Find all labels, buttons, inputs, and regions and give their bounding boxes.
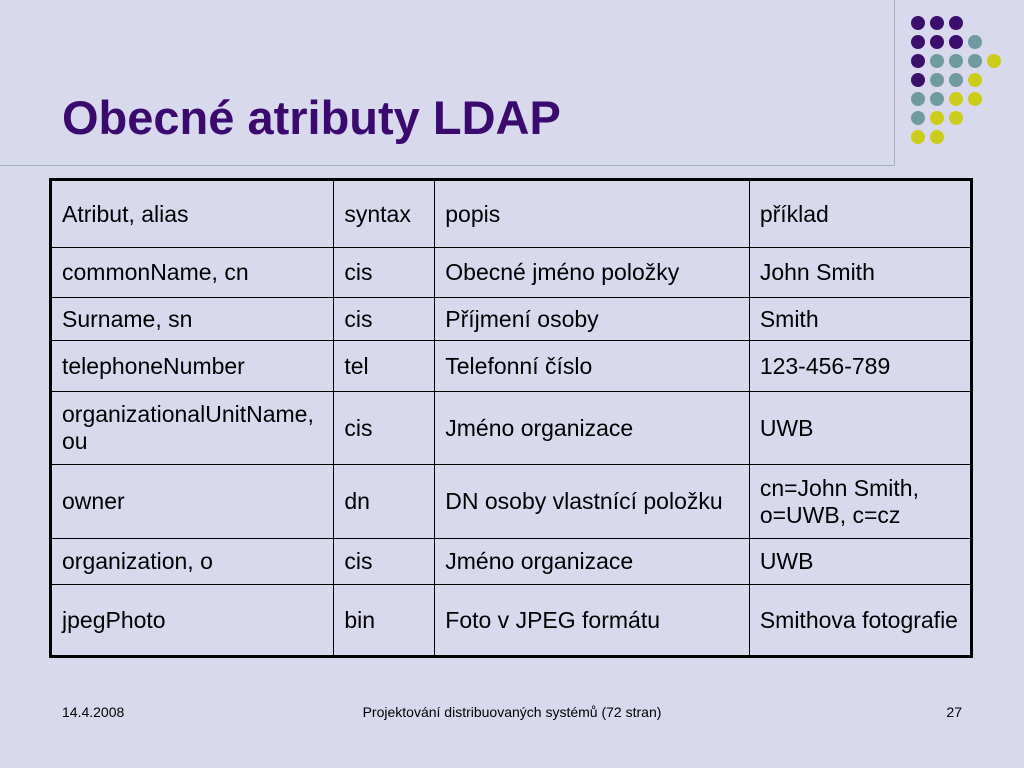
dot-icon <box>911 35 925 49</box>
header-example: příklad <box>749 180 971 248</box>
dot-icon <box>911 111 925 125</box>
table-header-row <box>51 180 972 248</box>
cell-attribute: jpegPhoto <box>51 585 334 657</box>
footer-title: Projektování distribuovaných systémů (72 stran) <box>362 704 662 720</box>
dot-icon <box>930 111 944 125</box>
ldap-attributes-table <box>49 178 973 658</box>
cell-example: John Smith <box>749 248 971 298</box>
cell-description: Obecné jméno položky <box>435 248 750 298</box>
cell-syntax: cis <box>334 392 435 465</box>
cell-attribute: telephoneNumber <box>51 341 334 392</box>
dot-icon <box>911 92 925 106</box>
dot-icon <box>911 54 925 68</box>
dot-icon <box>949 35 963 49</box>
cell-description: Jméno organizace <box>435 392 750 465</box>
dot-icon <box>930 92 944 106</box>
dot-icon <box>968 54 982 68</box>
dot-icon <box>949 92 963 106</box>
cell-syntax: dn <box>334 465 435 539</box>
dot-icon <box>911 16 925 30</box>
cell-attribute: Surname, sn <box>51 298 334 341</box>
cell-syntax: tel <box>334 341 435 392</box>
cell-description: Foto v JPEG formátu <box>435 585 750 657</box>
table-row <box>51 585 972 657</box>
dot-icon <box>968 92 982 106</box>
decorative-dot-pattern <box>0 0 1024 170</box>
cell-description: Telefonní číslo <box>435 341 750 392</box>
dot-icon <box>930 16 944 30</box>
header-syntax: syntax <box>334 180 435 248</box>
cell-description: DN osoby vlastnící položku <box>435 465 750 539</box>
header-attribute: Atribut, alias <box>51 180 334 248</box>
dot-icon <box>930 130 944 144</box>
dot-icon <box>968 35 982 49</box>
cell-description: Jméno organizace <box>435 539 750 585</box>
dot-icon <box>949 16 963 30</box>
dot-icon <box>949 54 963 68</box>
table-row <box>51 465 972 539</box>
table-row <box>51 298 972 341</box>
slide-title: Obecné atributy LDAP <box>62 91 561 144</box>
dot-icon <box>911 130 925 144</box>
cell-example: cn=John Smith, o=UWB, c=cz <box>749 465 971 539</box>
cell-syntax: cis <box>334 298 435 341</box>
cell-example: UWB <box>749 539 971 585</box>
cell-syntax: cis <box>334 539 435 585</box>
dot-icon <box>949 73 963 87</box>
dot-icon <box>911 73 925 87</box>
table-row <box>51 341 972 392</box>
cell-attribute: organization, o <box>51 539 334 585</box>
cell-syntax: cis <box>334 248 435 298</box>
dot-icon <box>930 35 944 49</box>
dot-icon <box>930 73 944 87</box>
table-row <box>51 392 972 465</box>
footer-page-number: 27 <box>946 704 962 720</box>
cell-attribute: commonName, cn <box>51 248 334 298</box>
cell-attribute: owner <box>51 465 334 539</box>
dot-icon <box>987 54 1001 68</box>
cell-example: UWB <box>749 392 971 465</box>
table-row <box>51 539 972 585</box>
cell-example: Smithova fotografie <box>749 585 971 657</box>
cell-attribute: organizationalUnitName, ou <box>51 392 334 465</box>
header-description: popis <box>435 180 750 248</box>
cell-syntax: bin <box>334 585 435 657</box>
dot-icon <box>949 111 963 125</box>
table-row <box>51 248 972 298</box>
cell-example: 123-456-789 <box>749 341 971 392</box>
footer-date: 14.4.2008 <box>62 704 125 720</box>
dot-icon <box>930 54 944 68</box>
dot-icon <box>968 73 982 87</box>
cell-description: Příjmení osoby <box>435 298 750 341</box>
cell-example: Smith <box>749 298 971 341</box>
